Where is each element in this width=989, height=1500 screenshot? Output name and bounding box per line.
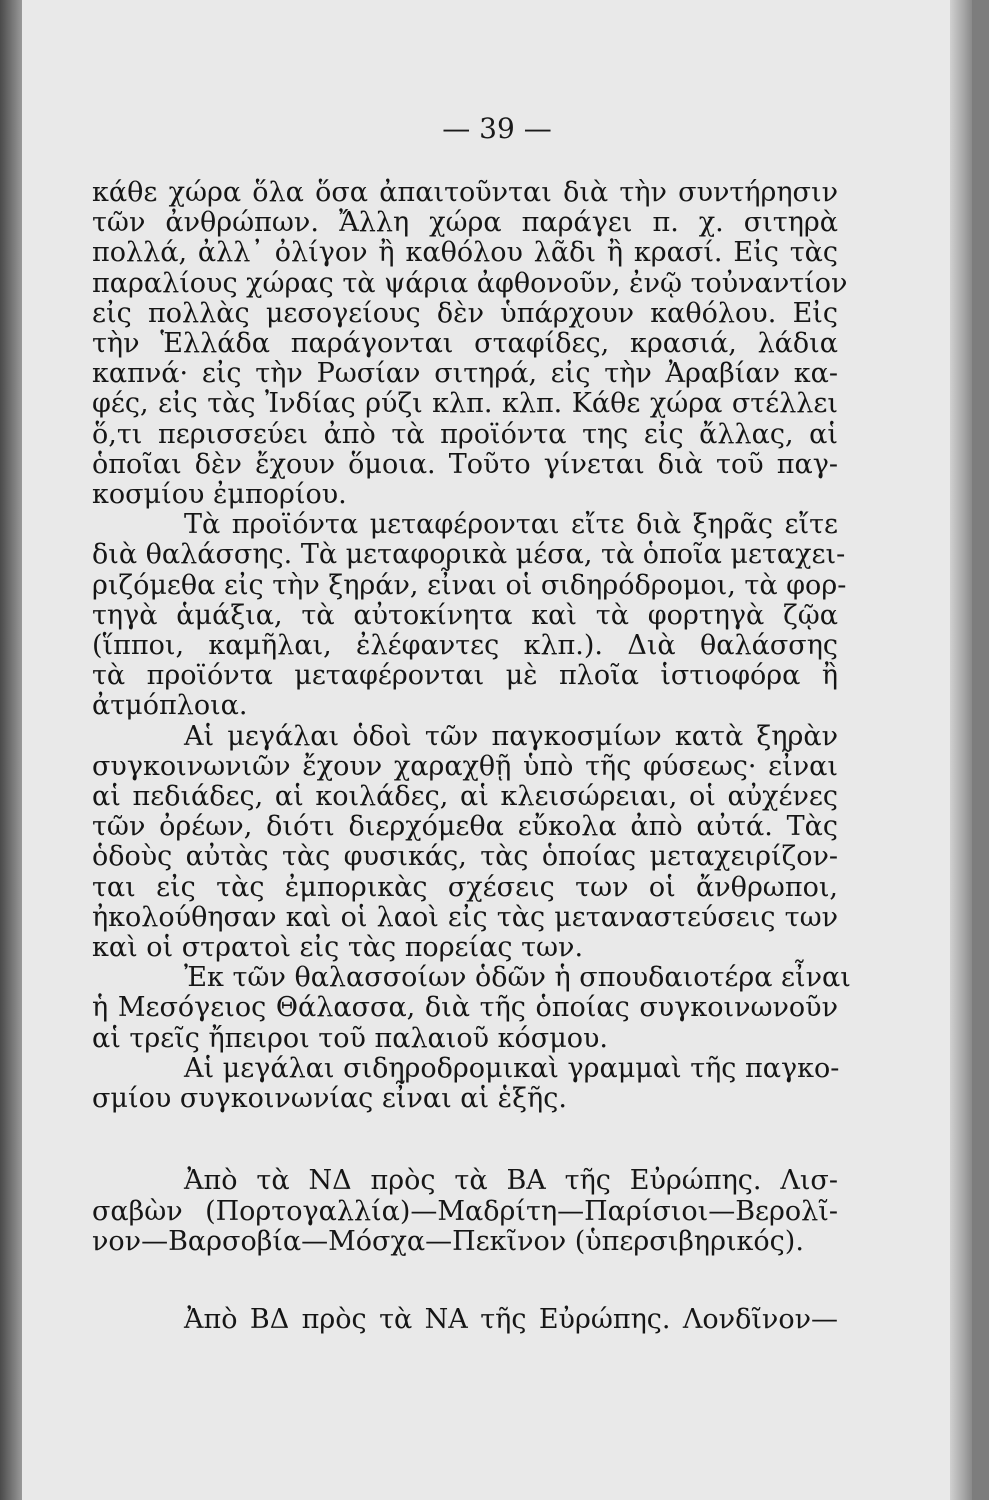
text-line: ἠκολούθησαν καὶ οἱ λαοὶ εἰς τὰς μεταναστεύσεις των bbox=[92, 901, 838, 933]
text-line: ἡ Μεσόγειος Θάλασσα, διὰ τῆς ὁποίας συγκοινωνοῦν bbox=[92, 992, 838, 1024]
text-line: ὁποῖαι δὲν ἔχουν ὅμοια. Τοῦτο γίνεται διὰ τοῦ παγ- bbox=[92, 448, 838, 480]
text-line: καπνά· εἰς τὴν Ρωσίαν σιτηρά, εἰς τὴν Ἀραβίαν κα- bbox=[92, 358, 838, 390]
text-line: καὶ οἱ στρατοὶ εἰς τὰς πορείας των. bbox=[92, 932, 584, 964]
page-number: — 39 — bbox=[442, 112, 552, 145]
text-line: συγκοινωνιῶν ἔχουν χαραχθῇ ὑπὸ τῆς φύσεως· εἶναι bbox=[92, 750, 838, 782]
section-gap bbox=[92, 1257, 838, 1305]
text-line: τὰ προϊόντα μεταφέρονται μὲ πλοῖα ἱστιοφόρα ἢ bbox=[92, 660, 838, 692]
text-line: Αἱ μεγάλαι ὁδοὶ τῶν παγκοσμίων κατὰ ξηρὰν bbox=[184, 720, 838, 752]
text-line: σαβὼν (Πορτογαλλία)—Μαδρίτη—Παρίσιοι—Βερολῖ- bbox=[92, 1195, 838, 1227]
text-line: Ἀπὸ ΒΔ πρὸς τὰ ΝΑ τῆς Εὐρώπης. Λονδῖνον— bbox=[184, 1303, 838, 1335]
text-line: Αἱ μεγάλαι σιδηροδρομικαὶ γραμμαὶ τῆς παγκο- bbox=[184, 1052, 840, 1084]
book-spine-shadow bbox=[0, 0, 22, 1500]
section-gap bbox=[92, 1114, 838, 1166]
text-line: παραλίους χώρας τὰ ψάρια ἀφθονοῦν, ἐνῷ τοὐναντίον bbox=[92, 267, 848, 299]
text-line: (ἵπποι, καμῆλαι, ἐλέφαντες κλπ.). Διὰ θαλάσσης bbox=[92, 630, 838, 662]
text-line: αἱ τρεῖς ἤπειροι τοῦ παλαιοῦ κόσμου. bbox=[92, 1022, 608, 1054]
text-line: Ἀπὸ τὰ ΝΔ πρὸς τὰ ΒΑ τῆς Εὐρώπης. Λισ- bbox=[184, 1165, 838, 1197]
text-line: διὰ θαλάσσης. Τὰ μεταφορικὰ μέσα, τὰ ὁποῖα μεταχει- bbox=[92, 539, 846, 571]
text-line: τὴν Ἑλλάδα παράγονται σταφίδες, κρασιά, λάδια bbox=[92, 328, 838, 360]
text-line: τῶν ἀνθρώπων. Ἄλλη χώρα παράγει π. χ. σιτηρὰ bbox=[92, 207, 838, 239]
text-line: Τὰ προϊόντα μεταφέρονται εἴτε διὰ ξηρᾶς εἴτε bbox=[184, 509, 838, 541]
text-line: φές, εἰς τὰς Ἰνδίας ρύζι κλπ. κλπ. Κάθε χώρα στέλλει bbox=[92, 388, 838, 420]
text-line: Ἐκ τῶν θαλασσοίων ὁδῶν ἡ σπουδαιοτέρα εἶναι bbox=[184, 962, 851, 994]
text-line: ὁδοὺς αὐτὰς τὰς φυσικάς, τὰς ὁποίας μεταχειρίζον- bbox=[92, 841, 838, 873]
text-line: αἱ πεδιάδες, αἱ κοιλάδες, αἱ κλεισώρειαι, οἱ αὐχένες bbox=[92, 781, 838, 813]
page-edge bbox=[950, 0, 972, 1500]
text-line: πολλά, ἀλλ᾽ ὀλίγον ἢ καθόλου λᾶδι ἢ κρασί. Εἰς τὰς bbox=[92, 237, 838, 269]
book-page bbox=[22, 0, 972, 1500]
text-line: τηγὰ ἁμάξια, τὰ αὐτοκίνητα καὶ τὰ φορτηγὰ ζῷα bbox=[92, 599, 838, 631]
text-line: τῶν ὀρέων, διότι διερχόμεθα εὔκολα ἀπὸ αὐτά. Τὰς bbox=[92, 811, 838, 843]
body-text bbox=[92, 177, 851, 1335]
text-line: σμίου συγκοινωνίας εἶναι αἱ ἑξῆς. bbox=[92, 1083, 567, 1115]
text-line: ριζόμεθα εἰς τὴν ξηράν, εἶναι οἱ σιδηρόδρομοι, τὰ φορ- bbox=[92, 569, 847, 601]
text-line: κοσμίου ἐμπορίου. bbox=[92, 479, 347, 511]
text-line: κάθε χώρα ὅλα ὅσα ἀπαιτοῦνται διὰ τὴν συντήρησιν bbox=[92, 177, 838, 208]
text-line: εἰς πολλὰς μεσογείους δὲν ὑπάρχουν καθόλου. Εἰς bbox=[92, 297, 838, 329]
text-line: ἀτμόπλοια. bbox=[92, 690, 248, 722]
text-line: ὅ,τι περισσεύει ἀπὸ τὰ προϊόντα της εἰς ἄλλας, αἱ bbox=[92, 418, 838, 450]
text-line: νον—Βαρσοβία—Μόσχα—Πεκῖνον (ὑπερσιβηρικός). bbox=[92, 1225, 804, 1257]
text-line: ται εἰς τὰς ἐμπορικὰς σχέσεις των οἱ ἄνθρωποι, bbox=[92, 871, 838, 903]
